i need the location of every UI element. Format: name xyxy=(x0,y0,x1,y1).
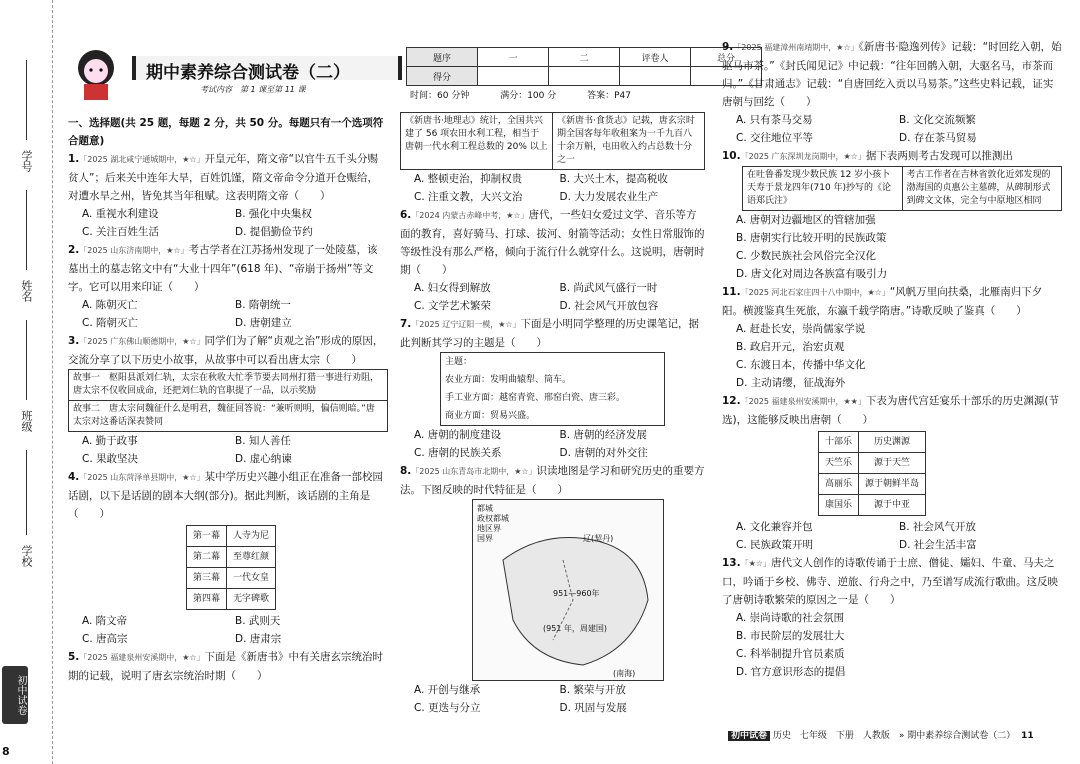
class-note xyxy=(440,352,665,426)
table-cell: 高丽乐 xyxy=(819,474,859,495)
option[interactable]: B. 政启开元，治宏贞观 xyxy=(736,341,845,353)
finding-left: 在吐鲁番发现少数民族 12 岁小孩卜天寿于景龙四年(710 年)抄写的《论语郑氏注》 xyxy=(743,167,903,210)
question-1 xyxy=(68,150,388,241)
story-1: 故事一 枢阳县派刘仁轨，太宗在秋收大忙季节要去同州打猎一事进行劝阻，唐太宗不仅收回成命，还把刘仁轨的官职提了一品，以示奖励 xyxy=(73,373,380,396)
question-6 xyxy=(400,206,705,315)
option[interactable]: C. 东渡日本，传播中华文化 xyxy=(736,359,866,371)
option[interactable]: D. 提倡勤俭节约 xyxy=(235,226,313,238)
score-table xyxy=(406,47,762,86)
legend-item: 政权都城 xyxy=(477,514,509,523)
map-label: (南海) xyxy=(613,669,636,678)
score-header: 一 xyxy=(478,48,549,67)
table-cell: 一代女皇 xyxy=(227,568,276,589)
option[interactable]: D. 虚心纳谏 xyxy=(235,453,292,465)
music-origin-table xyxy=(818,431,926,516)
option[interactable]: B. 隋朝统一 xyxy=(235,299,291,311)
option[interactable]: C. 少数民族社会风俗完全汉化 xyxy=(736,250,877,262)
option[interactable]: C. 交往地位平等 xyxy=(736,132,814,144)
question-text: 唐代文人创作的诗歌传诵于士庶、僧徒、孀妇、牛童、马夫之口，吟诵于乡校、佛寺、逆旅、行舟之中，乃至谱写成流行歌曲。这反映了唐朝诗歌繁荣的原因之一是（ ） xyxy=(722,557,1058,606)
question-number: 1. xyxy=(68,153,80,165)
binding-margin xyxy=(0,0,53,764)
table-cell: 人寺为尼 xyxy=(227,526,276,547)
option-list xyxy=(722,211,1062,283)
source-left: 《新唐书·地理志》统计，全国共兴建了 56 项农田水利工程，相当于唐朝一代水利工程总数的 20% 以上 xyxy=(401,113,553,169)
script-outline-table xyxy=(186,525,276,610)
option[interactable]: C. 唐高宗 xyxy=(82,633,128,645)
name-label: 姓名 xyxy=(20,280,33,302)
table-cell: 第四幕 xyxy=(187,589,227,610)
column-1 xyxy=(68,114,388,685)
question-13 xyxy=(722,554,1062,681)
map-label: 951—960年 xyxy=(553,589,600,598)
story-2: 故事二 唐太宗问魏征什么是明君，魏征回答说：“兼听则明，偏信则暗。”唐太宗对这番话深表赞同 xyxy=(69,400,387,431)
question-11 xyxy=(722,283,1062,392)
question-number: 13. xyxy=(722,557,741,569)
question-source: 「2025 广东深圳龙岗期中，★☆」 xyxy=(740,152,866,161)
school-label: 学校 xyxy=(20,545,33,567)
option[interactable]: A. 崇尚诗歌的社会氛围 xyxy=(736,612,845,624)
option[interactable]: A. 唐朝的制度建设 xyxy=(414,429,502,441)
class-label: 班级 xyxy=(20,410,33,432)
note-line: 商业方面：贸易兴盛。 xyxy=(445,411,536,421)
option[interactable]: D. 社会生活丰富 xyxy=(899,539,977,551)
question-number: 5. xyxy=(68,651,80,663)
question-text: 同学们为了解“贞观之治”形成的原因，交流分享了以下历史小故事，从故事中可以看出唐太宗（ ） xyxy=(68,335,384,366)
score-cell[interactable] xyxy=(620,67,691,86)
brand-badge: 初中试卷 xyxy=(2,666,28,724)
page-number: 11 xyxy=(1021,731,1034,741)
table-cell: 第二幕 xyxy=(187,547,227,568)
question-source: 「2025 湖北咸宁通城期中，★☆」 xyxy=(79,155,205,164)
page-number-left: 8 xyxy=(2,745,10,758)
question-7 xyxy=(400,315,705,462)
question-text: 某中学历史兴趣小组正在准备一部校园话剧，以下是话剧的剧本大纲(部分)。据此判断，该话剧的主角是（ ） xyxy=(68,471,384,520)
question-source: 「2025 福建泉州安溪期中，★☆」 xyxy=(79,653,205,662)
legend-item: 都城 xyxy=(477,504,493,513)
question-12 xyxy=(722,392,1062,554)
question-number: 3. xyxy=(68,335,80,347)
option[interactable]: D. 大力发展农业生产 xyxy=(559,191,659,203)
option[interactable]: B. 唐朝的经济发展 xyxy=(559,429,647,441)
question-source: 「2025 山东济南期中，★☆」 xyxy=(79,246,189,255)
question-source: 「2025 山东青岛市北期中，★☆」 xyxy=(411,467,537,476)
score-header: 二 xyxy=(549,48,620,67)
score-header: 题序 xyxy=(407,48,478,67)
table-cell: 康国乐 xyxy=(819,495,859,516)
option[interactable]: C. 关注百姓生活 xyxy=(82,226,160,238)
exam-meta xyxy=(410,88,659,101)
question-10 xyxy=(722,147,1062,283)
question-source: 「2025 辽宁辽阳一模，★☆」 xyxy=(411,320,521,329)
question-8 xyxy=(400,462,705,717)
question-number: 7. xyxy=(400,318,412,330)
note-line: 农业方面：发明曲辕犁、筒车。 xyxy=(445,375,572,385)
option[interactable]: C. 注重文教，大兴文治 xyxy=(414,191,523,203)
field-line xyxy=(26,450,27,535)
table-cell: 源于朝鲜半岛 xyxy=(859,474,926,495)
note-line: 手工业方面：越窑青瓷、邢窑白瓷、唐三彩。 xyxy=(445,393,626,403)
question-text: 《新唐书·隐逸列传》记载：“时回纥入朝，始驱马市茶。”《封氏闻见记》中记载：“往年回鹘入朝，大驱名马，市茶而归。”《甘肃通志》记载：“自唐回纥入贡以马易茶。”这些史料记载，证实唐朝与回纥（ ） xyxy=(722,41,1062,108)
question-text: 识读地图是学习和研究历史的重要方法。下图反映的时代特征是（ ） xyxy=(400,465,705,496)
option[interactable]: B. 尚武风气盛行一时 xyxy=(559,282,658,294)
question-number: 4. xyxy=(68,471,80,483)
option[interactable]: D. 唐文化对周边各族富有吸引力 xyxy=(736,268,888,280)
option[interactable]: C. 文学艺术繁荣 xyxy=(414,300,492,312)
legend-item: 国界 xyxy=(477,534,493,543)
question-3 xyxy=(68,332,388,468)
map-label: (951 年，周建国) xyxy=(543,624,608,633)
option[interactable]: D. 巩固与发展 xyxy=(559,702,627,714)
score-cell[interactable] xyxy=(549,67,620,86)
question-text: 唐代，一些妇女爱过文学、音乐等方面的教育，喜好骑马、打球、拔河、射箭等活动；女性日常服饰的等级性没有那么严格，倾向于流行什么就穿什么。这说明，唐朝时期（ ） xyxy=(400,209,705,276)
full-score: 满分：100 分 xyxy=(500,91,557,101)
q10-findings-box xyxy=(742,166,1062,211)
score-header: 评卷人 xyxy=(620,48,691,67)
question-source: 「2025 广东佛山顺德期中，★☆」 xyxy=(79,337,205,346)
question-source: 「2024 内蒙古赤峰中考，★☆」 xyxy=(411,211,529,220)
option[interactable]: C. 唐朝的民族关系 xyxy=(414,447,502,459)
table-cell: 无字碑歌 xyxy=(227,589,276,610)
table-cell: 历史渊源 xyxy=(859,432,926,453)
option[interactable]: B. 知人善任 xyxy=(235,435,291,447)
table-cell: 第三幕 xyxy=(187,568,227,589)
section-heading: 一、选择题(共 25 题，每题 2 分，共 50 分。每题只有一个选项符合题意) xyxy=(68,117,384,147)
table-cell: 源于中亚 xyxy=(859,495,926,516)
option[interactable]: A. 勤于政事 xyxy=(82,435,138,447)
question-number: 10. xyxy=(722,150,741,162)
option[interactable]: A. 文化兼容并包 xyxy=(736,521,813,533)
table-cell: 至尊红颜 xyxy=(227,547,276,568)
question-number: 6. xyxy=(400,209,412,221)
table-cell: 天竺乐 xyxy=(819,453,859,474)
question-text: 下面是《新唐书》中有关唐玄宗统治时期的记载，说明了唐玄宗统治时期（ ） xyxy=(68,651,384,682)
table-cell: 十部乐 xyxy=(819,432,859,453)
option[interactable]: D. 唐肃宗 xyxy=(235,633,282,645)
question-number: 11. xyxy=(722,286,741,298)
option[interactable]: C. 果敢坚决 xyxy=(82,453,139,465)
option[interactable]: D. 存在茶马贸易 xyxy=(899,132,977,144)
note-line: 主题： xyxy=(445,357,473,367)
option[interactable]: B. 社会风气开放 xyxy=(899,521,976,533)
option[interactable]: D. 官方意识形态的提倡 xyxy=(736,666,846,678)
option[interactable]: B. 大兴土木，提高税收 xyxy=(559,173,668,185)
question-text: 开皇元年，隋文帝“以官牛五千头分赐贫人”；后来关中连年大旱，百姓饥馑，隋文帝命令分道开仓赈给，对遭水旱之州，皆免其当年租赋。这表明隋文帝（ ） xyxy=(68,153,378,202)
exam-scope: 考试内容 第 1 课至第 11 课 xyxy=(200,85,306,94)
option[interactable]: A. 唐朝对边疆地区的管辖加强 xyxy=(736,214,876,226)
question-source: 「2025 山东菏泽单县期中，★☆」 xyxy=(79,473,205,482)
question-number: 2. xyxy=(68,244,80,256)
question-5 xyxy=(68,648,388,685)
option[interactable]: D. 主动请缨，征战海外 xyxy=(736,377,846,389)
score-header: 总分 xyxy=(691,48,762,67)
option[interactable]: B. 武则天 xyxy=(235,615,281,627)
answer-page: 答案：P47 xyxy=(587,91,632,101)
page-footer xyxy=(728,728,1037,741)
question-number: 12. xyxy=(722,395,741,407)
legend-item: 地区界 xyxy=(477,524,501,533)
option-list xyxy=(722,320,1062,392)
option[interactable]: A. 重视水利建设 xyxy=(82,208,159,220)
option[interactable]: B. 文化交流频繁 xyxy=(899,114,976,126)
map-label: 辽(契丹) xyxy=(583,534,614,543)
source-right: 《新唐书·食货志》记载，唐玄宗时期全国客每年收租案为一千九百八十余万斛，屯田收入约占总数十分之一 xyxy=(557,116,695,165)
question-source: 「2025 福建漳州南靖期中，★☆」 xyxy=(733,43,859,52)
option[interactable]: A. 陈朝灭亡 xyxy=(82,299,138,311)
footer-brand: 初中试卷 xyxy=(728,731,770,741)
option[interactable]: D. 唐朝的对外交往 xyxy=(559,447,648,459)
option[interactable]: B. 唐朝实行比较开明的民族政策 xyxy=(736,232,887,244)
question-9 xyxy=(722,38,1062,147)
option[interactable]: C. 隋朝灭亡 xyxy=(82,317,139,329)
option[interactable]: B. 繁荣与开放 xyxy=(559,684,626,696)
option[interactable]: A. 赶赴长安，崇尚儒家学说 xyxy=(736,323,866,335)
option[interactable]: A. 整顿吏治，抑制权贵 xyxy=(414,173,523,185)
question-number: 9. xyxy=(722,41,734,53)
column-3 xyxy=(722,38,1062,681)
finding-right: 考古工作者在吉林省敦化近郊发现的渤海国的贞惠公主墓碑，从碑制形式到碑文文体，完全与中原地区相同 xyxy=(906,170,1051,206)
option[interactable]: B. 强化中央集权 xyxy=(235,208,312,220)
score-cell[interactable] xyxy=(478,67,549,86)
option[interactable]: A. 只有茶马交易 xyxy=(736,114,813,126)
historical-map xyxy=(472,499,664,681)
table-cell: 第一幕 xyxy=(187,526,227,547)
option[interactable]: C. 科举制提升官员素质 xyxy=(736,648,845,660)
option[interactable]: C. 民族政策开明 xyxy=(736,539,814,551)
score-row-label: 得分 xyxy=(407,67,478,86)
question-number: 8. xyxy=(400,465,412,477)
q5-source-box xyxy=(400,112,705,170)
option-list xyxy=(722,609,1062,681)
question-text: “风帆万里向扶桑，北雁南归下夕阳。横渡鉴真生死旅，东瀛千载学隋唐。”诗歌反映了鉴真（ ） xyxy=(722,286,1043,317)
question-text: 考古学者在江苏扬州发现了一处陵墓，该墓出土的墓志铭文中有“大业十四年”(618 年)、“帝崩于扬州”等文字。它可以用来印证（ ） xyxy=(68,244,378,293)
question-source: 「2025 福建泉州安溪期中，★★」 xyxy=(740,397,866,406)
question-text: 下面是小明同学整理的历史课笔记，据此判断其学习的主题是（ ） xyxy=(400,318,700,349)
student-id-label: 学号 xyxy=(20,150,33,172)
option[interactable]: A. 隋文帝 xyxy=(82,615,128,627)
option[interactable]: B. 市民阶层的发展壮大 xyxy=(736,630,845,642)
question-4 xyxy=(68,468,388,648)
footer-text: 历史 七年级 下册 人教版 » 期中素养综合测试卷（二） xyxy=(772,731,1016,741)
option[interactable]: D. 唐朝建立 xyxy=(235,317,292,329)
question-2 xyxy=(68,241,388,332)
field-line xyxy=(26,60,27,140)
option[interactable]: D. 社会风气开放包容 xyxy=(559,300,659,312)
story-box xyxy=(68,369,388,432)
column-2 xyxy=(400,112,705,717)
table-cell: 源于天竺 xyxy=(859,453,926,474)
field-line xyxy=(26,190,27,270)
question-source: 「★☆」 xyxy=(740,559,771,568)
option[interactable]: C. 更迭与分立 xyxy=(414,702,481,714)
question-source: 「2025 河北石家庄四十八中期中，★☆」 xyxy=(740,288,890,297)
question-text: 据下表两则考古发现可以推测出 xyxy=(865,150,1013,162)
cartoon-girl-icon xyxy=(70,44,122,102)
question-text: 下表为唐代宫廷宴乐十部乐的历史渊源(节选)，这能够反映出唐朝（ ） xyxy=(722,395,1059,426)
field-line xyxy=(26,320,27,400)
option[interactable]: A. 妇女得到解放 xyxy=(414,282,491,294)
page-title: 期中素养综合测试卷（二） xyxy=(146,63,350,83)
time-limit: 时间：60 分钟 xyxy=(410,91,470,101)
option[interactable]: A. 开创与继承 xyxy=(414,684,481,696)
